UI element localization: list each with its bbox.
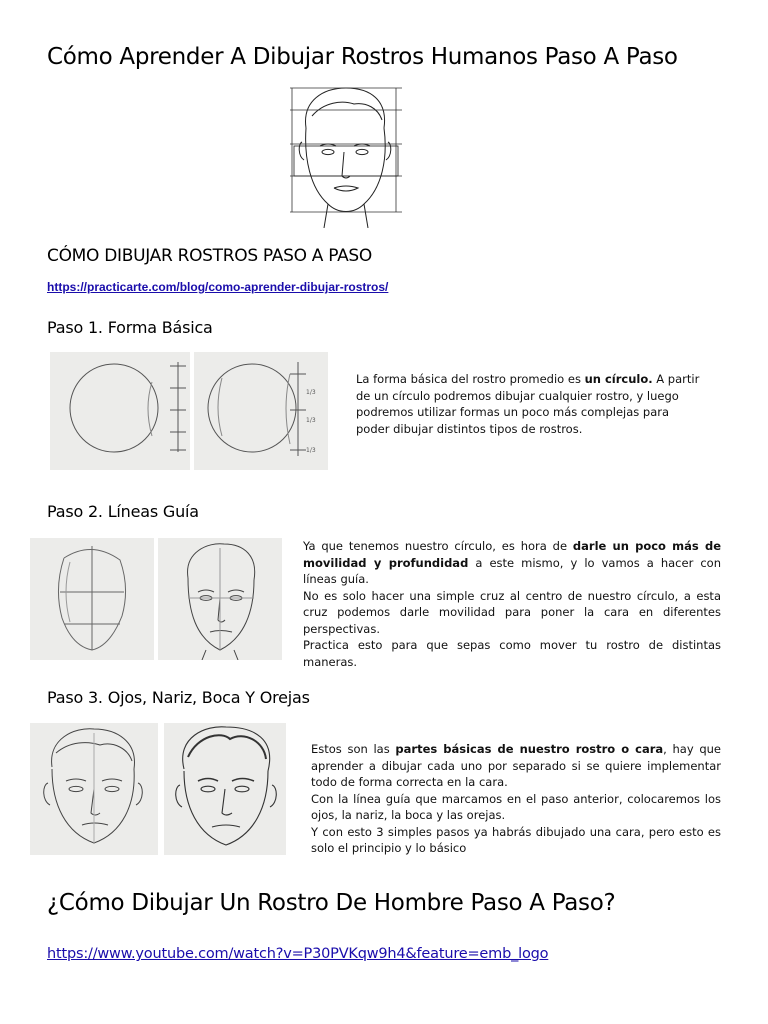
step-3-finished-face-image [164,723,286,855]
video-link[interactable]: https://www.youtube.com/watch?v=P30PVKqw9h4&feature=emb_logo [47,946,549,962]
step-1-paragraph: La forma básica del rostro promedio es un círculo. A partir de un círculo podremos dibujar cualquier rostro, y luego podremos utilizar formas un poco más complejas para poder dibujar distintos tipos de rostros. [356,372,700,436]
face-proportions-illustration [284,80,408,228]
step-1-circle-image [50,352,190,470]
fraction-label: 1/3 [306,447,316,454]
step-3-heading: Paso 3. Ojos, Nariz, Boca Y Orejas [47,688,310,707]
step-2-paragraph: Ya que tenemos nuestro círculo, es hora de darle un poco más de movilidad y profundidad a este mismo, y lo vamos a hacer con líneas guía. No es solo hacer una simple cruz al centro de nuestro círculo, a esta cruz podemos darle movilidad para poner la cara en diferentes perspectivas. Practica esto para que sepas como mover tu rostro de distintas maneras. [303,539,722,669]
step-2-sketch-face-image [158,538,282,660]
source-link[interactable]: https://practicarte.com/blog/como-aprender-dibujar-rostros/ [47,280,389,294]
fraction-label: 1/3 [306,389,316,396]
document-title: Cómo Aprender A Dibujar Rostros Humanos Paso A Paso [47,44,678,70]
step-2-guidelines-image [30,538,154,660]
step-2-heading: Paso 2. Líneas Guía [47,502,199,521]
fraction-label: 1/3 [306,417,316,424]
step-1-heading: Paso 1. Forma Básica [47,318,213,337]
step-1-divided-circle-image [194,352,328,470]
section-heading: CÓMO DIBUJAR ROSTROS PASO A PASO [47,246,372,266]
second-title: ¿Cómo Dibujar Un Rostro De Hombre Paso A Paso? [47,890,616,916]
step-3-features-image [30,723,158,855]
step-3-paragraph: Estos son las partes básicas de nuestro rostro o cara, hay que aprender a dibujar cada uno por separado si se quiere implementar todo de forma correcta en la cara. Con la línea guía que marcamos en el paso anterior, colocaremos los ojos, la nariz, la boca y las orejas. Y con esto 3 simples pasos ya habrás dibujado una cara, pero esto es solo el principio y lo básico [311,742,722,855]
